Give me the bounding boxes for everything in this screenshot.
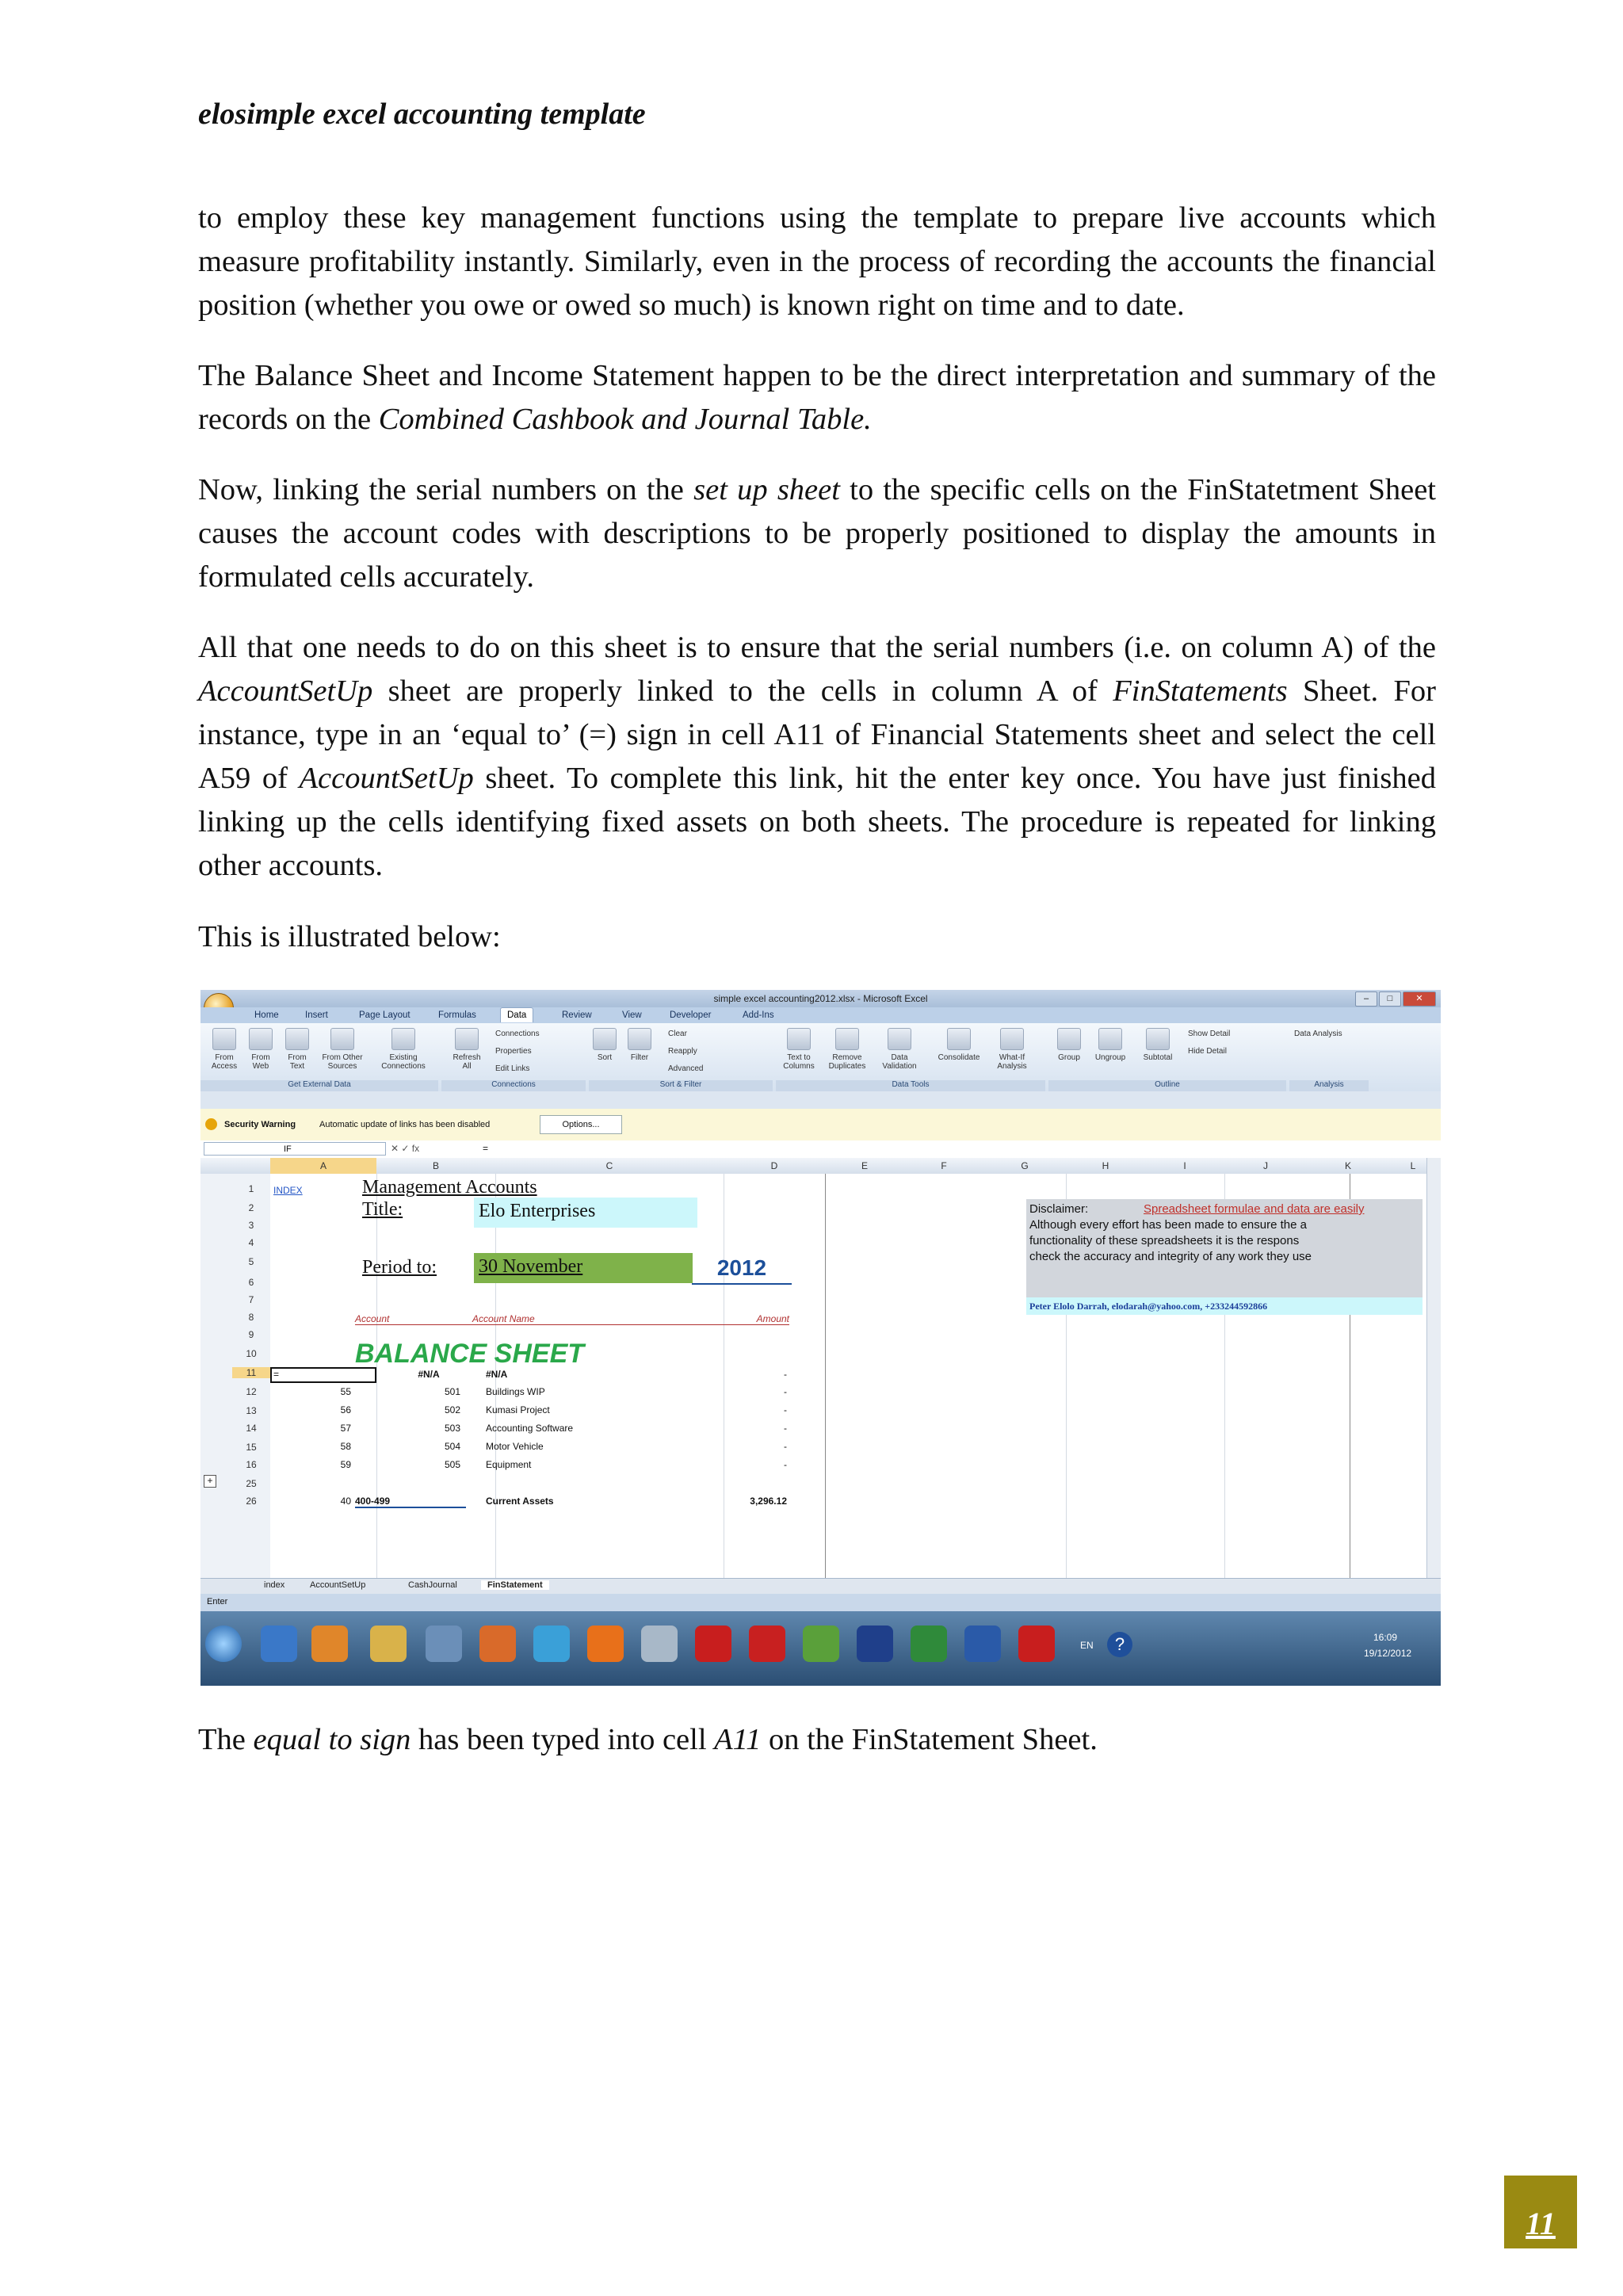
table-cell[interactable]: 58	[340, 1441, 351, 1452]
table-cell[interactable]: 503	[444, 1423, 460, 1434]
table-cell[interactable]: 502	[444, 1404, 460, 1415]
file-explorer-icon[interactable]	[370, 1626, 407, 1662]
table-cell[interactable]: -	[784, 1404, 787, 1415]
row-header[interactable]: 14	[246, 1423, 257, 1434]
status-bar	[200, 1594, 1441, 1611]
row-header[interactable]: 5	[248, 1256, 254, 1267]
window-title: simple excel accounting2012.xlsx - Microsoft Excel	[713, 993, 928, 1004]
figure-caption: The equal to sign has been typed into cell A11 on the FinStatement Sheet.	[198, 1723, 1098, 1756]
management-accounts-title: Management Accounts	[362, 1177, 537, 1198]
table-cell[interactable]: -	[784, 1386, 787, 1397]
tab-formulas[interactable]: Formulas	[438, 1010, 476, 1020]
vertical-scrollbar[interactable]	[1426, 1158, 1441, 1578]
security-warning-label: Security Warning	[224, 1120, 296, 1129]
current-assets-code[interactable]: 400-499	[355, 1496, 466, 1508]
table-cell[interactable]: 56	[340, 1404, 351, 1415]
table-cell[interactable]: 505	[444, 1459, 460, 1470]
internet-explorer-icon[interactable]	[261, 1626, 297, 1662]
table-cell[interactable]: Accounting Software	[486, 1423, 574, 1434]
title-value[interactable]: Elo Enterprises	[474, 1198, 697, 1228]
sheet-tab-cashjournal[interactable]: CashJournal	[408, 1580, 457, 1590]
security-warning-bar	[200, 1109, 1441, 1141]
row-header[interactable]: 16	[246, 1459, 257, 1470]
firefox-icon[interactable]	[587, 1626, 624, 1662]
sheet-tab-index[interactable]: index	[264, 1580, 285, 1590]
tally-icon[interactable]	[749, 1626, 785, 1662]
disclaimer-label: Disclaimer:	[1029, 1202, 1089, 1216]
page-number-box	[1504, 2176, 1577, 2248]
table-cell[interactable]: Buildings WIP	[486, 1386, 545, 1397]
group-get-external-data: Get External Data	[200, 1080, 438, 1091]
table-cell[interactable]: 504	[444, 1441, 460, 1452]
row-header[interactable]: 15	[246, 1442, 257, 1453]
disclaimer-link[interactable]: Spreadsheet formulae and data are easily	[1144, 1202, 1365, 1216]
table-cell[interactable]: Equipment	[486, 1459, 532, 1470]
column-header-account-name: Account Name	[472, 1313, 694, 1325]
hide-detail-button[interactable]: Hide Detail	[1188, 1047, 1227, 1056]
row-header[interactable]: 3	[248, 1220, 254, 1231]
text-to-columns-button[interactable]: Text to Columns	[779, 1028, 819, 1071]
table-cell[interactable]: -	[784, 1441, 787, 1452]
tab-view[interactable]: View	[622, 1010, 642, 1020]
sort-button[interactable]: Sort	[589, 1028, 621, 1062]
column-headers	[200, 1158, 1441, 1175]
column-header-account: Account	[355, 1313, 474, 1325]
ribbon-tabs	[200, 1007, 1441, 1023]
from-web-button[interactable]: From Web	[245, 1028, 277, 1071]
acrobat-icon[interactable]	[1018, 1626, 1055, 1662]
tab-insert[interactable]: Insert	[305, 1010, 328, 1020]
group-connections: Connections	[441, 1080, 586, 1091]
paragraph-4: All that one needs to do on this sheet is to ensure that the serial numbers (i.e. on column A) of the AccountSetUp sheet are properly linked to the cells in column A of FinStatements Sheet. For instance, type in an ‘equal to’ (=) sign in cell A11 of Financial Statements sheet and select the cell A59 of AccountSetUp sheet. To complete this link, hit the enter key once. You have just finished linking up the cells identifying fixed assets on both sheets. The procedure is repeated for linking other accounts.	[198, 631, 1437, 882]
disclaimer-line-1: Although every effort has been made to ensure the a	[1029, 1218, 1307, 1232]
active-cell-a11[interactable]: =	[270, 1367, 376, 1383]
shield-warning-icon	[205, 1118, 217, 1130]
title-label: Title:	[362, 1199, 403, 1220]
app-icon[interactable]	[803, 1626, 839, 1662]
close-button[interactable]: ✕	[1403, 991, 1436, 1007]
column-header-c[interactable]: C	[605, 1160, 613, 1171]
tab-developer[interactable]: Developer	[670, 1010, 712, 1020]
table-cell[interactable]: 55	[340, 1386, 351, 1397]
existing-connections-button[interactable]: Existing Connections	[373, 1028, 433, 1071]
excel-screenshot	[200, 990, 1441, 1686]
tab-data[interactable]: Data	[500, 1007, 533, 1022]
table-cell[interactable]: 57	[340, 1423, 351, 1434]
index-link[interactable]: INDEX	[273, 1185, 303, 1196]
column-header-l[interactable]: L	[1410, 1160, 1416, 1171]
current-assets-label[interactable]: Current Assets	[486, 1496, 554, 1507]
a26-cell[interactable]: 40	[340, 1496, 351, 1507]
row-header[interactable]: 7	[248, 1294, 254, 1305]
disclaimer-line-2: functionality of these spreadsheets it is the respons	[1029, 1234, 1300, 1247]
data-ribbon	[200, 1023, 1441, 1092]
row-header[interactable]: 25	[246, 1478, 257, 1489]
period-value[interactable]: 30 November	[474, 1253, 693, 1283]
period-label: Period to:	[362, 1257, 437, 1278]
group-sort-filter: Sort & Filter	[589, 1080, 773, 1091]
year-cell[interactable]: 2012	[692, 1253, 792, 1285]
group-analysis: Analysis	[1289, 1080, 1369, 1091]
show-detail-button[interactable]: Show Detail	[1188, 1030, 1231, 1038]
column-header-g[interactable]: G	[1021, 1160, 1029, 1171]
group-outline: Outline	[1048, 1080, 1286, 1091]
column-header-f[interactable]: F	[941, 1160, 947, 1171]
reapply-button[interactable]: Reapply	[668, 1047, 697, 1056]
row-header[interactable]: 8	[248, 1312, 254, 1323]
column-header-b[interactable]: B	[432, 1160, 439, 1171]
row-header[interactable]: 11	[232, 1367, 270, 1378]
row-headers	[200, 1174, 270, 1578]
app-icon[interactable]	[857, 1626, 893, 1662]
table-cell[interactable]: Motor Vehicle	[486, 1441, 544, 1452]
edit-links-button[interactable]: Edit Links	[495, 1064, 530, 1073]
row-header[interactable]: 13	[246, 1405, 257, 1416]
column-header-d[interactable]: D	[770, 1160, 778, 1171]
language-indicator[interactable]: EN	[1080, 1640, 1094, 1651]
row-header[interactable]: 9	[248, 1329, 254, 1340]
paragraph-1: to employ these key management functions using the template to prepare live accounts which measure profitability instantly. Similarly, even in the process of recording the accounts the financial position (whether you owe or owed so much) is known right on time and to date.	[198, 201, 1436, 322]
paragraph-2: The Balance Sheet and Income Statement happen to be the direct interpretation and summary of the records on the Combined Cashbook and Journal Table.	[198, 359, 1436, 436]
calculator-icon[interactable]	[641, 1626, 678, 1662]
security-warning-message: Automatic update of links has been disabled	[319, 1120, 491, 1129]
formula-input[interactable]: =	[483, 1143, 489, 1154]
tab-review[interactable]: Review	[562, 1010, 592, 1020]
media-player-icon[interactable]	[311, 1626, 348, 1662]
row-header[interactable]: 6	[248, 1277, 254, 1288]
excel-icon[interactable]	[911, 1626, 947, 1662]
contact-info: Peter Elolo Darrah, elodarah@yahoo.com, +233244592866	[1029, 1301, 1268, 1312]
ungroup-button[interactable]: Ungroup	[1088, 1028, 1132, 1062]
what-if-analysis-button[interactable]: What-If Analysis	[990, 1028, 1034, 1071]
tab-home[interactable]: Home	[254, 1010, 279, 1020]
table-cell[interactable]: 501	[444, 1386, 460, 1397]
from-other-sources-button[interactable]: From Other Sources	[316, 1028, 369, 1071]
column-header-e[interactable]: E	[861, 1160, 868, 1171]
disclaimer-line-3: check the accuracy and integrity of any work they use	[1029, 1250, 1312, 1263]
row-header[interactable]: 4	[248, 1237, 254, 1248]
group-data-tools: Data Tools	[776, 1080, 1045, 1091]
app-icon[interactable]	[426, 1626, 462, 1662]
sheet-tab-finstatement[interactable]: FinStatement	[481, 1580, 549, 1590]
column-header-h[interactable]: H	[1102, 1160, 1109, 1171]
worksheet-grid[interactable]	[200, 1174, 1427, 1578]
status-mode: Enter	[207, 1597, 228, 1606]
running-header: elosimple excel accounting template	[198, 97, 646, 131]
remove-duplicates-button[interactable]: Remove Duplicates	[822, 1028, 873, 1071]
sheet-tabs	[200, 1578, 1441, 1595]
column-header-amount: Amount	[694, 1313, 789, 1325]
app-icon[interactable]	[533, 1626, 570, 1662]
column-header-k[interactable]: K	[1344, 1160, 1351, 1171]
help-icon[interactable]: ?	[1107, 1632, 1132, 1657]
na-cell-b11[interactable]: #N/A	[418, 1369, 440, 1380]
expand-group-icon[interactable]: +	[204, 1475, 216, 1488]
column-header-i[interactable]: I	[1183, 1160, 1186, 1171]
quick-access-toolbar	[200, 1091, 1441, 1110]
options-button[interactable]: Options...	[540, 1115, 622, 1134]
clock-time: 16:09	[1373, 1632, 1398, 1643]
formula-bar	[200, 1140, 1441, 1159]
subtotal-button[interactable]: Subtotal	[1136, 1028, 1180, 1062]
maximize-button[interactable]: □	[1379, 991, 1401, 1007]
tab-page-layout[interactable]: Page Layout	[359, 1010, 411, 1020]
contact-row	[1026, 1297, 1423, 1315]
row-header[interactable]: 26	[246, 1496, 257, 1507]
disclaimer-box	[1026, 1199, 1423, 1297]
app-icon[interactable]	[479, 1626, 516, 1662]
windows-taskbar	[200, 1611, 1441, 1686]
connections-button[interactable]: Connections	[495, 1030, 540, 1038]
properties-button[interactable]: Properties	[495, 1047, 532, 1056]
column-header-j[interactable]: J	[1263, 1160, 1268, 1171]
row-header[interactable]: 10	[246, 1348, 257, 1359]
minimize-button[interactable]: –	[1355, 991, 1377, 1007]
group-button[interactable]: Group	[1053, 1028, 1085, 1062]
page-number: 11	[1526, 2206, 1556, 2241]
start-button-icon[interactable]	[205, 1626, 242, 1662]
data-analysis-button[interactable]: Data Analysis	[1294, 1030, 1342, 1038]
table-cell[interactable]: -	[784, 1459, 787, 1470]
row-header[interactable]: 1	[248, 1183, 254, 1194]
na-cell-c11[interactable]: #N/A	[486, 1369, 508, 1380]
from-access-button[interactable]: From Access	[207, 1028, 242, 1071]
refresh-all-button[interactable]: Refresh All	[451, 1028, 483, 1071]
balance-sheet-heading: BALANCE SHEET	[355, 1339, 585, 1369]
column-header-a[interactable]: A	[270, 1158, 376, 1174]
name-box[interactable]: IF	[204, 1142, 386, 1156]
clear-button[interactable]: Clear	[668, 1030, 687, 1038]
row-header[interactable]: 12	[246, 1386, 257, 1397]
table-cell[interactable]: Kumasi Project	[486, 1404, 550, 1415]
word-icon[interactable]	[964, 1626, 1001, 1662]
fx-icon[interactable]: ✕ ✓ fx	[391, 1143, 420, 1154]
clock-date: 19/12/2012	[1364, 1648, 1412, 1659]
sheet-tab-accountsetup[interactable]: AccountSetUp	[310, 1580, 366, 1590]
amount-cell-d11[interactable]: -	[784, 1369, 787, 1380]
filter-button[interactable]: Filter	[624, 1028, 655, 1062]
consolidate-button[interactable]: Consolidate	[931, 1028, 987, 1062]
table-cell[interactable]: -	[784, 1423, 787, 1434]
from-text-button[interactable]: From Text	[281, 1028, 313, 1071]
table-cell[interactable]: 59	[340, 1459, 351, 1470]
current-assets-amount[interactable]: 3,296.12	[750, 1496, 787, 1507]
data-validation-button[interactable]: Data Validation	[876, 1028, 923, 1071]
excel-title-bar	[200, 990, 1441, 1007]
tab-add-ins[interactable]: Add-Ins	[743, 1010, 774, 1020]
advanced-button[interactable]: Advanced	[668, 1064, 704, 1073]
app-icon[interactable]	[695, 1626, 731, 1662]
paragraph-5: This is illustrated below:	[198, 920, 501, 953]
row-header[interactable]: 2	[248, 1202, 254, 1213]
paragraph-3: Now, linking the serial numbers on the set up sheet to the specific cells on the FinStatetment Sheet causes the account codes with descriptions to be properly positioned to display the amounts in formulated cells accurately.	[198, 473, 1436, 594]
